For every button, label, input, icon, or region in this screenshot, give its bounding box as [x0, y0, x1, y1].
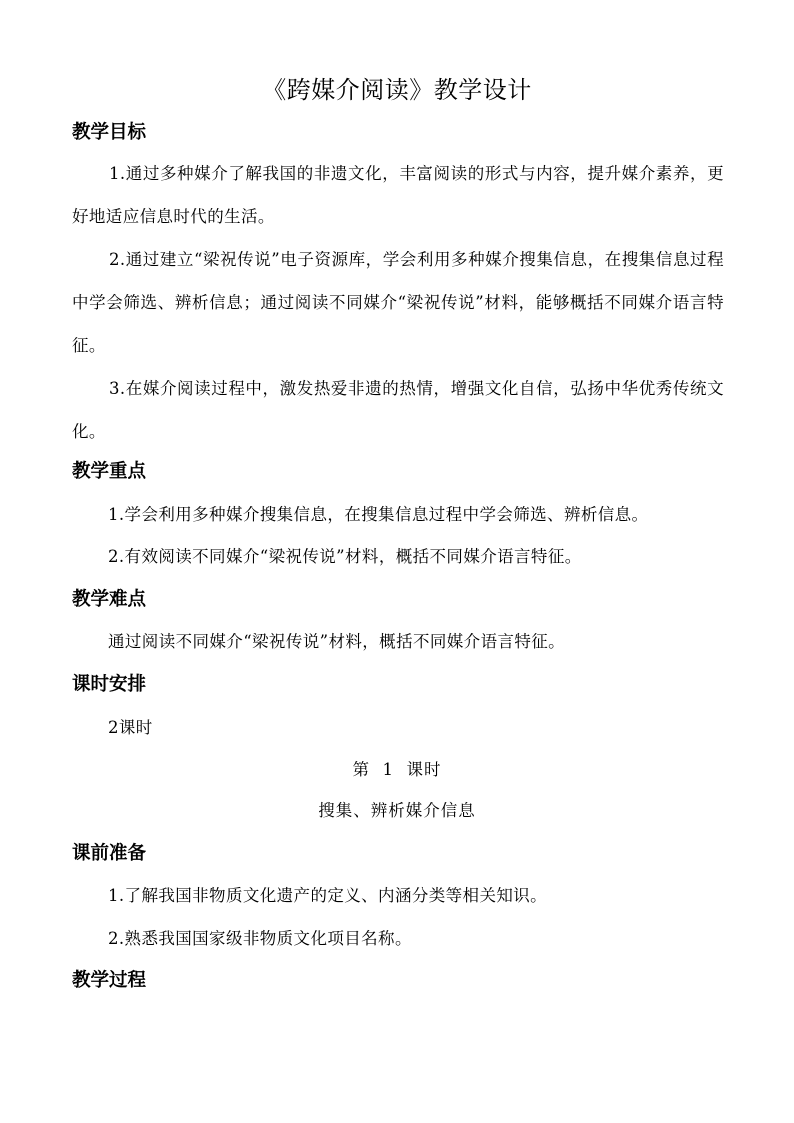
goal-item-1: 1.通过多种媒介了解我国的非遗文化，丰富阅读的形式与内容，提升媒介素养，更好地适应信息时代的生活。 [72, 164, 724, 226]
preparation-item-1: 1.了解我国非物质文化遗产的定义、内涵分类等相关知识。 [108, 886, 548, 905]
heading-teaching-goals: 教学目标 [72, 122, 147, 143]
lesson-1-subtitle: 搜集、辨析媒介信息 [318, 801, 476, 820]
key-point-item-1: 1.学会利用多种媒介搜集信息，在搜集信息过程中学会筛选、辨析信息。 [108, 505, 649, 524]
lesson-1-title: 第 1 课时 [352, 760, 442, 779]
schedule-item-1: 2课时 [108, 718, 153, 737]
heading-preparation: 课前准备 [72, 843, 147, 864]
heading-difficulties: 教学难点 [72, 589, 147, 610]
document-title: 《跨媒介阅读》教学设计 [262, 76, 532, 104]
goal-item-2: 2.通过建立“梁祝传说”电子资源库，学会利用多种媒介搜集信息，在搜集信息过程中学会筛选、辨析信息；通过阅读不同媒介“梁祝传说”材料，能够概括不同媒介语言特征。 [72, 250, 724, 355]
heading-key-points: 教学重点 [72, 461, 147, 482]
difficulty-item-1: 通过阅读不同媒介“梁祝传说”材料，概括不同媒介语言特征。 [108, 632, 566, 651]
heading-schedule: 课时安排 [72, 674, 147, 695]
heading-teaching-process: 教学过程 [72, 970, 147, 991]
preparation-item-2: 2.熟悉我国国家级非物质文化项目名称。 [108, 929, 412, 948]
key-point-item-2: 2.有效阅读不同媒介“梁祝传说”材料，概括不同媒介语言特征。 [108, 547, 582, 566]
goal-item-3: 3.在媒介阅读过程中，激发热爱非遗的热情，增强文化自信，弘扬中华优秀传统文化。 [72, 379, 724, 441]
